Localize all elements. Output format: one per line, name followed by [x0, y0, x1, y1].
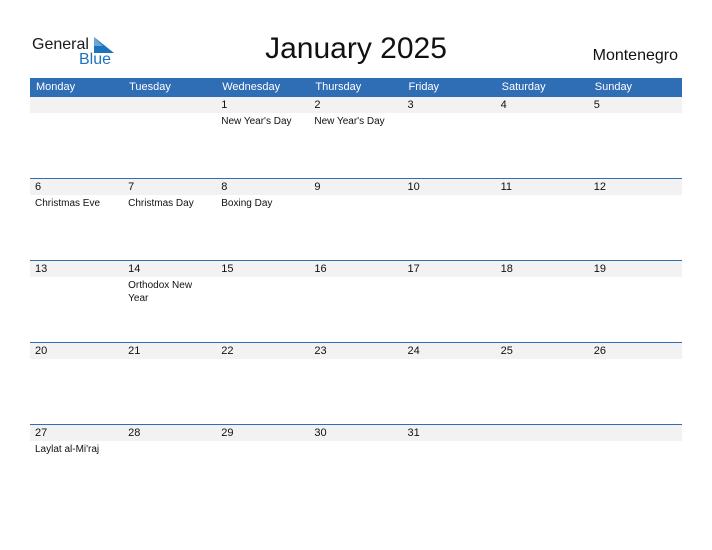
event-row — [30, 277, 682, 305]
holiday-label — [403, 113, 496, 128]
holiday-label: Boxing Day — [221, 198, 273, 209]
holiday-label: Christmas Eve — [35, 198, 101, 209]
weekday-monday: Monday — [36, 81, 76, 93]
holiday-label — [216, 277, 309, 305]
date-row — [30, 97, 682, 113]
holiday-label — [403, 277, 496, 305]
day-number: 19 — [593, 263, 606, 275]
weekday-friday: Friday — [408, 81, 440, 93]
day-number: 7 — [128, 181, 135, 193]
calendar-week — [30, 261, 682, 343]
day-number: 17 — [407, 263, 420, 275]
day-number: 15 — [221, 263, 234, 275]
day-number: 29 — [221, 427, 234, 439]
holiday-label — [589, 113, 682, 128]
day-number: 3 — [407, 99, 414, 111]
day-number: 28 — [128, 427, 141, 439]
weekday-saturday: Saturday — [501, 81, 546, 93]
day-number: 31 — [407, 427, 420, 439]
holiday-label — [123, 113, 216, 128]
date-row — [30, 425, 682, 441]
day-number: 22 — [221, 345, 234, 357]
event-row — [30, 441, 682, 456]
calendar-grid — [30, 78, 682, 506]
holiday-label — [589, 359, 682, 361]
holiday-label — [403, 359, 496, 361]
logo-text-blue: Blue — [79, 51, 112, 68]
holiday-label — [216, 359, 309, 361]
holiday-label — [589, 277, 682, 305]
holiday-label — [216, 441, 309, 456]
day-number: 14 — [128, 263, 141, 275]
day-number: 11 — [500, 181, 513, 193]
day-number: 13 — [35, 263, 48, 275]
country-label: Montenegro — [592, 47, 678, 64]
holiday-label — [123, 441, 216, 456]
day-number: 2 — [314, 99, 321, 111]
holiday-label — [403, 195, 496, 210]
holiday-label — [496, 359, 589, 361]
day-number: 23 — [314, 345, 327, 357]
holiday-label — [589, 195, 682, 210]
date-row — [30, 261, 682, 277]
weekday-thursday: Thursday — [315, 81, 362, 93]
holiday-label — [496, 195, 589, 210]
holiday-label — [309, 359, 402, 361]
holiday-label — [30, 277, 123, 305]
day-number — [496, 425, 589, 441]
day-number: 25 — [500, 345, 513, 357]
weekday-tuesday: Tuesday — [129, 81, 171, 93]
day-number: 18 — [500, 263, 513, 275]
day-number — [123, 97, 216, 113]
day-number: 10 — [407, 181, 420, 193]
day-number: 26 — [593, 345, 606, 357]
weekday-sunday: Sunday — [594, 81, 633, 93]
holiday-label: Laylat al-Mi'raj — [35, 444, 100, 455]
weekday-header — [30, 78, 682, 97]
holiday-label — [30, 113, 123, 128]
day-number: 27 — [35, 427, 48, 439]
day-number: 5 — [593, 99, 600, 111]
event-row — [30, 359, 682, 361]
weekday-wednesday: Wednesday — [222, 81, 281, 93]
event-row — [30, 113, 682, 128]
calendar-week — [30, 343, 682, 425]
logo-text-general: General — [32, 36, 89, 53]
holiday-label — [589, 441, 682, 456]
holiday-label — [496, 113, 589, 128]
day-number: 1 — [221, 99, 228, 111]
event-row — [30, 195, 682, 210]
holiday-label: Christmas Day — [128, 198, 194, 209]
day-number: 6 — [35, 181, 42, 193]
holiday-label — [496, 277, 589, 305]
day-number: 9 — [314, 181, 321, 193]
holiday-label — [30, 359, 123, 361]
date-row — [30, 343, 682, 359]
holiday-label — [309, 277, 402, 305]
holiday-label — [309, 195, 402, 210]
date-row — [30, 179, 682, 195]
holiday-label — [123, 359, 216, 361]
day-number: 4 — [500, 99, 507, 111]
holiday-label: New Year's Day — [314, 116, 385, 127]
calendar-week — [30, 179, 682, 261]
calendar-weeks — [30, 97, 682, 506]
calendar-week — [30, 97, 682, 179]
day-number — [589, 425, 682, 441]
page-title: January 2025 — [265, 32, 447, 65]
day-number: 30 — [314, 427, 327, 439]
holiday-label: New Year's Day — [221, 116, 292, 127]
day-number: 8 — [221, 181, 228, 193]
calendar-week — [30, 425, 682, 506]
day-number — [30, 97, 123, 113]
holiday-label — [496, 441, 589, 456]
day-number: 12 — [593, 181, 606, 193]
day-number: 21 — [128, 345, 141, 357]
holiday-label — [309, 441, 402, 456]
day-number: 16 — [314, 263, 327, 275]
day-number: 24 — [407, 345, 420, 357]
holiday-label — [403, 441, 496, 456]
day-number: 20 — [35, 345, 48, 357]
holiday-label: Orthodox New Year — [128, 280, 193, 304]
